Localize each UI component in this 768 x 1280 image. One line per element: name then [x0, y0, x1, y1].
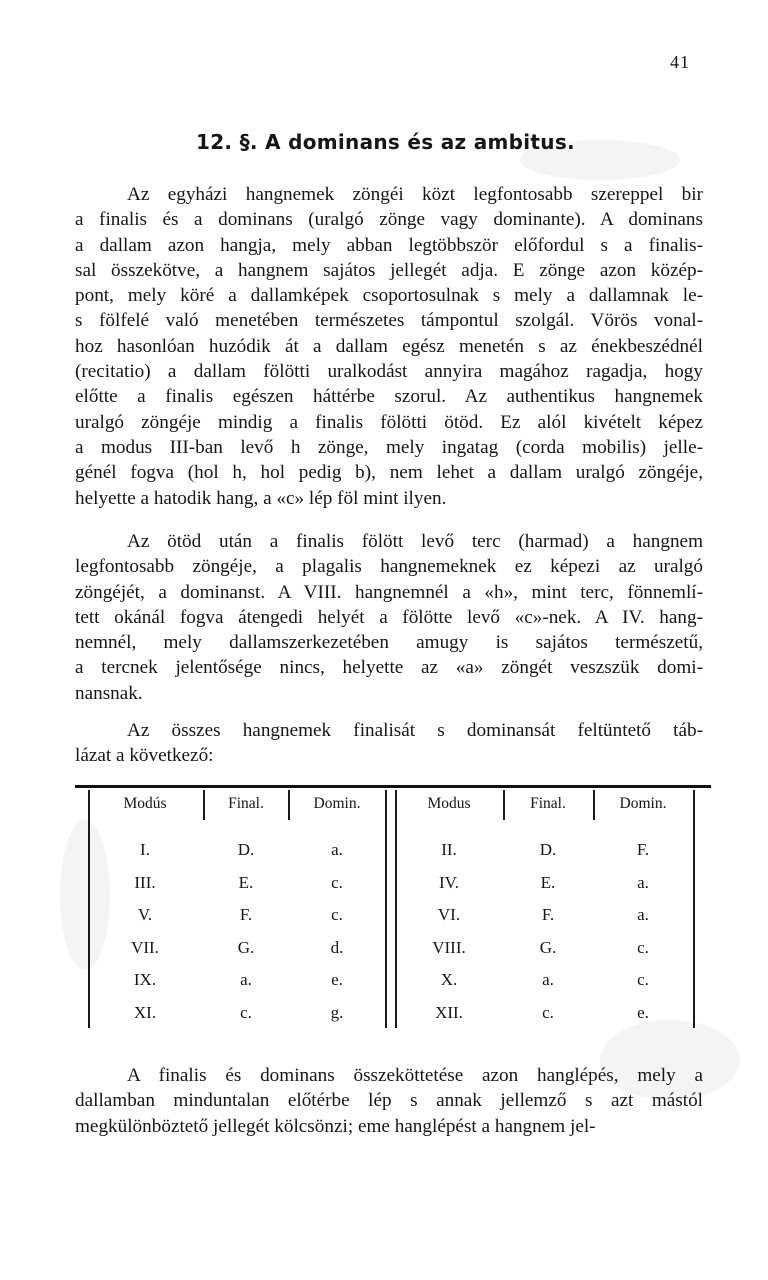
table-header-cell: Modus	[427, 795, 471, 812]
table-cell: e.	[637, 1002, 649, 1022]
table-header-cell: Domin.	[313, 795, 361, 812]
text-line: megkülönböztető jellegét kölcsönzi; eme hanglépést a hangnem jel-	[75, 1115, 596, 1137]
table-cell: F.	[239, 905, 253, 924]
text-line: zöngéjét, a dominanst. A VIII. hangnemnél a «h», mint terc, fönnemlí-	[75, 581, 703, 603]
table-right-border	[693, 790, 695, 1028]
text-line: pont, mely köré a dallamképek csoportosulnak s mely a dallamnak le-	[75, 285, 703, 307]
table-col-divider-5	[593, 790, 595, 820]
table-left-border	[88, 790, 90, 1028]
paragraph-3	[75, 718, 703, 769]
table-cell: IV.	[439, 872, 459, 892]
table-cell: V.	[137, 905, 153, 924]
table-cell: G.	[237, 937, 255, 957]
table-cell: III.	[134, 872, 156, 892]
text-line: nansnak.	[75, 682, 143, 704]
text-line: A finalis és dominans összeköttetése azon hanglépés, mely a	[127, 1065, 703, 1086]
table-cell: c.	[331, 905, 343, 924]
table-center-divider-2	[395, 790, 397, 1028]
table-cell: a.	[637, 905, 649, 924]
table-cell: F.	[636, 840, 650, 859]
table-cell: VIII.	[432, 937, 466, 957]
table-cell: c.	[542, 1002, 554, 1022]
text-line: lázat a következő:	[75, 745, 214, 767]
table-cell: a.	[331, 840, 343, 859]
paragraph-4	[75, 1063, 703, 1139]
text-line: a tercnek jelentősége nincs, helyette az «a» zöngét veszszük domi-	[75, 657, 703, 679]
table-cell: a.	[542, 970, 554, 989]
table-cell: d.	[330, 937, 344, 957]
table-cell: c.	[331, 872, 343, 892]
text-line: sal összekötve, a hangnem sajátos jellegét adja. E zönge azon közép-	[75, 259, 703, 281]
table-cell: c.	[637, 937, 649, 957]
text-line: nemnél, mely dallamszerkezetében amugy is sajátos természetű,	[75, 632, 703, 654]
table-center-divider	[385, 790, 387, 1028]
table-header-cell: Final.	[530, 795, 566, 812]
paragraph-1	[75, 182, 703, 511]
table-cell: IX.	[133, 970, 157, 989]
table-cell: D.	[539, 840, 557, 859]
text-line: Az egyházi hangnemek zöngéi közt legfontosabb szereppel bir	[127, 184, 703, 205]
table-cell: XI.	[133, 1002, 157, 1022]
table-cell: a.	[240, 970, 252, 989]
table-cell: F.	[541, 905, 555, 924]
table-cell: a.	[637, 872, 649, 892]
text-line: Az összes hangnemek finalisát s dominansát feltüntető táb-	[127, 720, 703, 741]
table-top-rule	[75, 785, 711, 788]
table-cell: D.	[237, 840, 255, 859]
table-header-cell: Modús	[123, 795, 167, 812]
page-number: 41	[670, 52, 690, 72]
text-line: helyette a hatodik hang, a «c» lép föl mint ilyen.	[75, 487, 447, 509]
table-cell: II.	[441, 840, 457, 859]
text-line: hoz hasonlóan huzódik át a dallam egész menetén s az énekbeszédnél	[75, 335, 703, 357]
paragraph-2	[75, 529, 703, 706]
table-cell: g.	[330, 1002, 344, 1022]
table-cell: c.	[240, 1002, 252, 1022]
text-line: Az ötöd után a finalis fölött levő terc (harmad) a hangnem	[127, 531, 703, 552]
text-line: uralgó zöngéje mindig a finalis fölötti ötöd. Ez alól kivételt képez	[75, 411, 703, 433]
table-cell: E.	[238, 872, 254, 892]
table-cell: e.	[331, 970, 343, 989]
table-cell: XII.	[435, 1002, 463, 1022]
text-line: a finalis és a dominans (uralgó zönge vagy dominante). A dominans	[75, 209, 703, 231]
table-cell: G.	[539, 937, 557, 957]
text-line: a dallam azon hangja, mely abban legtöbbször előfordul s a finalis-	[75, 234, 703, 256]
table-header-cell: Domin.	[619, 795, 667, 812]
table-cell: X.	[440, 970, 458, 989]
table-cell: c.	[637, 970, 649, 989]
text-line: s fölfelé való menetében természetes támpontul szolgál. Vörös vonal-	[75, 310, 703, 332]
text-line: (recitatio) a dallam fölötti uralkodást annyira magához ragadja, hogy	[75, 361, 703, 383]
section-title: 12. §. A dominans és az ambitus.	[196, 130, 575, 154]
table-header-cell: Final.	[228, 795, 264, 812]
table-cell: VI.	[437, 905, 461, 924]
text-line: génél fogva (hol h, hol pedig b), nem lehet a dallam uralgó zöngéje,	[75, 462, 703, 484]
text-line: előtte a finalis egészen háttérbe szorul. Az authentikus hangnemek	[75, 386, 703, 408]
text-line: legfontosabb zöngéje, a plagalis hangnemeknek ez képezi az uralgó	[75, 556, 703, 578]
table-cell: I.	[140, 840, 150, 859]
table-cell: E.	[540, 872, 556, 892]
table-cell: VII.	[131, 937, 159, 957]
text-line: dallamban minduntalan előtérbe lép s annak jellemző s azt mástól	[75, 1090, 703, 1112]
text-line: tett okánál fogva átengedi helyét a fölötte levő «c»-nek. A IV. hang-	[75, 606, 703, 628]
text-line: a modus III-ban levő h zönge, mely ingatag (corda mobilis) jelle-	[75, 436, 703, 458]
